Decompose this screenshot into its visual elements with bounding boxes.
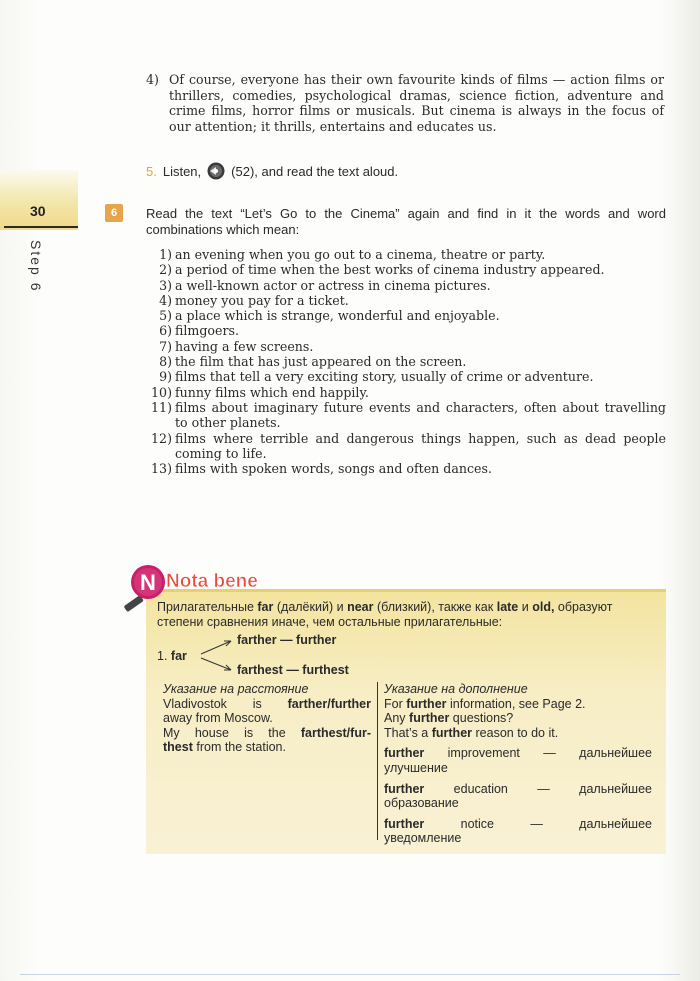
distance-example-2-line-1	[163, 726, 371, 741]
further-phrase-line	[384, 746, 652, 761]
further-phrase-noun: notice	[460, 816, 494, 831]
nota-bene-logo-text: Nota bene	[166, 571, 258, 592]
item-4-paragraph	[146, 72, 664, 134]
list-item	[146, 369, 666, 384]
intro-text-2: (далёкий) и	[276, 600, 344, 614]
ex2-part-c: from the station.	[196, 740, 286, 755]
s1-c: information, see Page 2.	[450, 696, 586, 711]
list-item	[146, 247, 666, 262]
list-item-text: the film that has just appeared on the screen.	[175, 354, 467, 370]
intro-near: near	[347, 600, 374, 614]
bottom-rule	[20, 974, 680, 975]
list-item-number: 1)	[159, 247, 172, 262]
list-item	[146, 293, 666, 308]
far-comparison-diagram	[157, 633, 397, 683]
exercise-5-text-after: and read the text aloud.	[261, 164, 399, 179]
page-number: 30	[30, 203, 46, 219]
list-item-text: a place which is strange, wonderful and enjoyable.	[175, 308, 500, 324]
further-phrase-ru1: дальнейшее	[579, 746, 652, 761]
further-phrase-noun: education	[453, 781, 508, 796]
diagram-base-word: far	[170, 649, 187, 663]
list-item-text: money you pay for a ticket.	[175, 292, 349, 308]
list-item-number: 9)	[159, 369, 172, 385]
intro-text-4: и	[521, 600, 529, 614]
addition-sentence-2	[384, 711, 652, 726]
list-item	[146, 262, 666, 277]
ex2-part-a: My house is the	[163, 725, 286, 740]
list-item-number: 4)	[159, 292, 172, 308]
list-item-text: filmgoers.	[175, 323, 239, 339]
s3-a: That’s a	[384, 725, 429, 740]
list-item-number: 10)	[151, 384, 172, 400]
list-item	[146, 323, 666, 338]
further-phrase-word: further	[384, 816, 425, 831]
list-item	[146, 308, 666, 323]
diagram-superlative: farthest — furthest	[237, 663, 349, 677]
intro-text-5: образуют степени сравнения иначе, чем остальные прилагательные:	[157, 600, 613, 629]
ex1-part-a: Vladivostok is	[163, 696, 262, 711]
further-phrase-translation: образование	[384, 796, 459, 811]
list-item	[146, 385, 666, 400]
further-phrase-word: further	[384, 746, 425, 761]
distance-example-1-line-1	[163, 697, 371, 712]
s2-a: Any	[384, 711, 406, 726]
further-phrase	[384, 782, 652, 811]
diagram-number: 1.	[157, 649, 168, 663]
distance-example-1-line-2: away from Moscow.	[163, 711, 273, 726]
list-item-text: a period of time when the best works of cinema industry appeared.	[175, 262, 605, 278]
list-item-text: films about imaginary future events and characters, often about travelling to other planets.	[175, 399, 666, 431]
further-phrases	[384, 746, 652, 846]
s2-c: questions?	[452, 711, 514, 726]
further-phrase-dash: —	[543, 746, 556, 761]
further-phrase-dash: —	[530, 816, 543, 831]
diagram-comparative: farther — further	[237, 633, 337, 647]
addition-sentence-3	[384, 726, 652, 741]
ex1-part-b: farther/further	[287, 696, 371, 711]
distance-column	[163, 682, 371, 755]
list-item-number: 12)	[151, 430, 172, 446]
intro-text-1: Прилагательные	[157, 600, 254, 614]
further-phrase-ru1: дальнейшее	[579, 816, 652, 831]
further-phrase-dash: —	[537, 781, 550, 796]
exercise-5-track: (52),	[231, 164, 258, 179]
diagram-arrows	[199, 637, 235, 673]
exercise-6-badge: 6	[105, 204, 123, 222]
further-phrase-translation: уведомление	[384, 831, 462, 846]
s1-a: For	[384, 696, 403, 711]
list-item-text: films with spoken words, songs and often dances.	[175, 461, 492, 477]
list-item-text: funny films which end happily.	[175, 384, 369, 400]
ex2-part-b2: thest	[163, 740, 193, 755]
further-phrase	[384, 746, 652, 775]
further-phrase-ru1: дальнейшее	[579, 781, 652, 796]
exercise-6-instruction: Read the text “Let’s Go to the Cinema” again and find in it the words and word combinations which mean:	[146, 206, 666, 237]
list-item-number: 13)	[151, 461, 172, 477]
list-item-number: 11)	[151, 399, 172, 415]
list-item-text: films that tell a very exciting story, usually of crime or adventure.	[175, 369, 594, 385]
addition-sentence-1	[384, 697, 652, 712]
list-item-text: films where terrible and dangerous things happen, such as dead people coming to life.	[175, 430, 666, 461]
s2-b: further	[409, 711, 450, 726]
further-phrase-translation: улучшение	[384, 760, 448, 775]
ex2-part-b1: farthest/fur-	[300, 725, 371, 740]
list-item	[146, 278, 666, 293]
distance-heading: Указание на расстояние	[163, 682, 309, 696]
addition-heading: Указание на дополнение	[384, 682, 528, 696]
addition-column	[384, 682, 652, 846]
svg-text:N: N	[140, 570, 156, 595]
column-divider	[377, 682, 378, 840]
s3-c: reason to do it.	[475, 725, 559, 740]
exercise-5	[146, 162, 398, 180]
list-item-number: 6)	[159, 323, 172, 339]
list-item-number: 2)	[159, 262, 172, 278]
s3-b: further	[431, 725, 473, 740]
s1-b: further	[406, 696, 447, 711]
list-item	[146, 400, 666, 431]
intro-text-3: (близкий), также как	[376, 600, 494, 614]
tab-divider	[4, 226, 78, 228]
further-phrase-line	[384, 817, 652, 832]
further-phrase-line	[384, 782, 652, 797]
list-item-text: an evening when you go out to a cinema, theatre or party.	[175, 247, 546, 262]
distance-example-2-line-2	[163, 740, 371, 755]
nota-bene-intro	[157, 600, 657, 630]
intro-old: old,	[532, 600, 555, 614]
intro-far: far	[257, 600, 274, 614]
exercise-6-list	[146, 247, 666, 476]
list-item	[146, 431, 666, 462]
exercise-5-text-before: Listen,	[162, 164, 202, 179]
audio-disc-icon[interactable]	[207, 162, 225, 180]
list-item	[146, 354, 666, 369]
item-4-number: 4)	[146, 72, 159, 87]
list-item-number: 5)	[159, 308, 172, 324]
step-label: Step 6	[28, 240, 44, 293]
list-item-number: 7)	[159, 338, 172, 354]
exercise-5-number: 5.	[146, 164, 157, 179]
list-item-text: having a few screens.	[175, 338, 314, 354]
item-4-text: Of course, everyone has their own favourite kinds of films — action films or thrillers, comedies, psychological dramas, science fiction, adventure and crime films, horror films or musicals. But cinema is always in the focus of our attention; it thrills, entertains and educates us.	[169, 72, 664, 134]
step-tab	[0, 170, 78, 230]
further-phrase-word: further	[384, 781, 425, 796]
list-item-number: 3)	[159, 277, 172, 293]
intro-late: late	[496, 600, 519, 614]
list-item	[146, 339, 666, 354]
further-phrase-noun: improvement	[447, 746, 520, 761]
list-item-text: a well-known actor or actress in cinema pictures.	[175, 277, 491, 293]
further-phrase	[384, 817, 652, 846]
list-item	[146, 461, 666, 476]
list-item-number: 8)	[159, 354, 172, 370]
